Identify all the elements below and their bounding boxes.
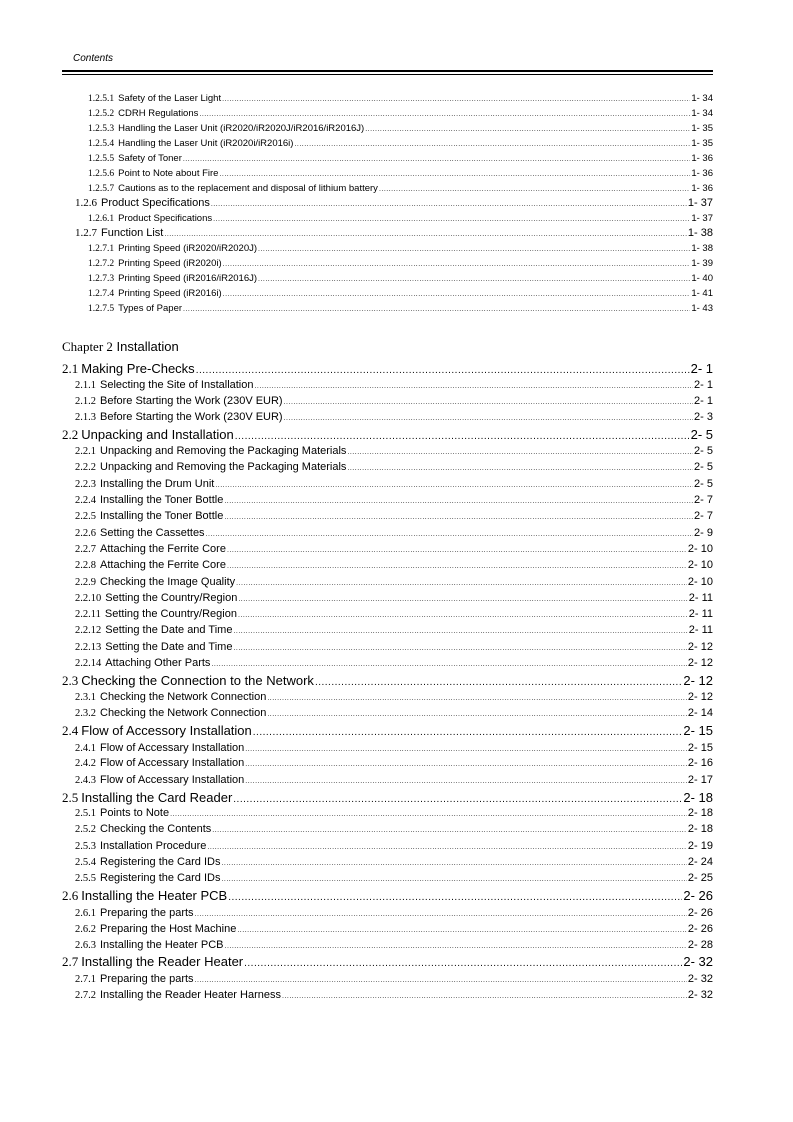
toc-entry-title: Printing Speed (iR2016/iR2016J): [118, 273, 258, 284]
toc-entry-number: 2.6.1: [75, 908, 96, 919]
toc-entry-title: Setting the Country/Region: [104, 608, 237, 620]
toc-entry-number: 2.2.6: [75, 528, 96, 539]
toc-entry-number: 2.3.1: [75, 692, 96, 703]
toc-entry-page: 2- 32: [683, 954, 713, 969]
toc-entry-page: 2- 17: [687, 774, 713, 786]
toc-entry-title: Handling the Laser Unit (iR2020/iR2020J/iR2016/iR2016J): [118, 123, 365, 134]
toc-entry-page: 1- 36: [691, 153, 713, 164]
toc-entry[interactable]: [75, 838, 713, 854]
toc-entry-title: Points to Note: [100, 807, 170, 819]
toc-entry-leader: [211, 657, 687, 673]
toc-entry-title: Flow of Accessary Installation: [100, 774, 245, 786]
toc-entry-title: Installing the Heater PCB: [81, 888, 228, 903]
toc-entry-page: 2- 12: [683, 673, 713, 688]
page-header-title: Contents: [73, 53, 114, 64]
toc-entry-number: 1.2.5.2: [88, 109, 115, 119]
toc-entry-number: 2.2.7: [75, 544, 96, 555]
toc-entry-leader: [365, 122, 690, 137]
toc-entry[interactable]: [88, 211, 713, 226]
toc-entry[interactable]: [88, 136, 713, 151]
toc-entry-title: Registering the Card IDs: [100, 872, 221, 884]
chapter-number: Chapter 2: [62, 339, 113, 354]
toc-entry-page: 2- 11: [688, 624, 713, 636]
toc-entry-leader: [211, 197, 687, 212]
toc-entry-page: 2- 32: [687, 973, 713, 985]
toc-entry[interactable]: [62, 789, 713, 806]
toc-entry-number: 2.5.1: [75, 808, 96, 819]
toc-entry-number: 1.2.5.3: [88, 124, 115, 134]
toc-entry-title: Setting the Country/Region: [105, 592, 238, 604]
toc-entry-title: Installing the Toner Bottle: [100, 494, 224, 506]
toc-entry-title: Unpacking and Removing the Packaging Materials: [100, 461, 347, 473]
toc-entry[interactable]: [75, 508, 713, 524]
toc-entry-leader: [267, 707, 687, 723]
toc-entry-title: Safety of the Laser Light: [118, 93, 222, 104]
toc-entry-number: 1.2.5.4: [88, 139, 115, 149]
toc-entry-title: Product Specifications: [101, 197, 210, 209]
toc-entry-page: 2- 26: [687, 907, 713, 919]
toc-entry[interactable]: [75, 525, 713, 541]
toc-entry-number: 2.2.4: [75, 495, 96, 506]
toc-entry-title: Preparing the parts: [100, 973, 194, 985]
toc-entry-title: Printing Speed (iR2020/iR2020J): [118, 243, 258, 254]
toc-entry[interactable]: [75, 476, 713, 492]
toc-entry[interactable]: [88, 91, 713, 106]
toc-entry-title: Before Starting the Work (230V EUR): [100, 395, 283, 407]
toc-entry-title: Flow of Accessory Installation: [81, 723, 252, 738]
toc-entry-number: 1.2.5.1: [88, 94, 115, 104]
toc-entry-title: Registering the Card IDs: [100, 856, 221, 868]
toc-entry-title: Installing the Heater PCB: [100, 939, 224, 951]
toc-entry-leader: [233, 624, 687, 640]
toc-entry-leader: [199, 107, 690, 122]
toc-entry-number: 1.2.7.1: [88, 244, 115, 254]
toc-entry-number: 2.6.3: [75, 940, 96, 951]
toc-entry-page: 2- 18: [687, 823, 713, 835]
toc-entry-page: 1- 41: [691, 288, 713, 299]
toc-entry-leader: [228, 889, 682, 906]
toc-entry-leader: [245, 757, 687, 773]
toc-entry-page: 2- 26: [687, 923, 713, 935]
toc-entry-title: Setting the Date and Time: [105, 624, 233, 636]
toc-entry-number: 1.2.5.7: [88, 184, 115, 194]
toc-entry-title: Installing the Reader Heater Harness: [100, 989, 281, 1001]
toc-entry-page: 1- 36: [691, 168, 713, 179]
toc-entry-number: 2.5.3: [75, 841, 96, 852]
toc-entry-title: Installing the Reader Heater: [81, 954, 244, 969]
toc-entry-title: Installing the Toner Bottle: [100, 510, 224, 522]
toc-entry-number: 2.2.5: [75, 511, 96, 522]
toc-entry-page: 2- 10: [687, 576, 713, 588]
toc-entry-page: 2- 15: [683, 723, 713, 738]
toc-entry-page: 1- 43: [691, 303, 713, 314]
toc-entry-number: 1.2.7.2: [88, 259, 115, 269]
toc-entry-page: 1- 35: [691, 138, 713, 149]
toc-entry-number: 1.2.7.5: [88, 304, 115, 314]
toc-entry-number: 1.2.6.1: [88, 214, 115, 224]
toc-entry-page: 1- 36: [691, 183, 713, 194]
toc-entry-number: 1.2.5.6: [88, 169, 115, 179]
toc-entry-page: 2- 12: [687, 657, 713, 669]
toc-entry-number: 2.1.3: [75, 412, 96, 423]
toc-entry-page: 2- 5: [690, 427, 713, 442]
toc-entry[interactable]: [88, 151, 713, 166]
toc-entry-page: 2- 16: [687, 757, 713, 769]
toc-entry-leader: [223, 287, 691, 302]
toc-entry-leader: [183, 152, 690, 167]
toc-entry-number: 2.5: [62, 790, 79, 805]
toc-entry-leader: [213, 212, 690, 227]
toc-entry-page: 1- 38: [687, 227, 713, 239]
toc-entry-number: 2.2.13: [75, 642, 102, 653]
toc-entry-title: Product Specifications: [118, 213, 213, 224]
toc-entry-title: Unpacking and Installation: [81, 427, 234, 442]
toc-entry-number: 2.3: [62, 673, 79, 688]
toc-entry-leader: [244, 955, 682, 972]
toc-entry-title: CDRH Regulations: [118, 108, 199, 119]
toc-entry-number: 2.7.2: [75, 990, 96, 1001]
toc-entry-page: 2- 14: [687, 707, 713, 719]
toc-entry[interactable]: [75, 755, 713, 771]
toc-entry[interactable]: [88, 256, 713, 271]
toc-entry[interactable]: [75, 772, 713, 788]
toc-entry-number: 2.2.2: [75, 462, 96, 473]
toc-entry-title: Flow of Accessary Installation: [100, 742, 245, 754]
toc-entry[interactable]: [88, 241, 713, 256]
toc-entry[interactable]: [75, 905, 713, 921]
toc-entry-title: Flow of Accessary Installation: [100, 757, 245, 769]
toc-entry[interactable]: [88, 271, 713, 286]
toc-entry-leader: [284, 411, 693, 427]
toc-entry[interactable]: [75, 541, 713, 557]
toc-entry-leader: [221, 872, 686, 888]
toc-entry-number: 2.4: [62, 723, 79, 738]
toc-entry[interactable]: [75, 459, 713, 475]
toc-entry-page: 2- 32: [687, 989, 713, 1001]
toc-entry[interactable]: [75, 393, 713, 409]
toc-entry[interactable]: [75, 870, 713, 886]
toc-entry-number: 2.5.2: [75, 824, 96, 835]
toc-entry[interactable]: [88, 166, 713, 181]
toc-entry[interactable]: [75, 805, 713, 821]
toc-entry-leader: [245, 774, 687, 790]
toc-entry-title: Setting the Date and Time: [105, 641, 233, 653]
toc-entry[interactable]: [75, 854, 713, 870]
toc-entry-number: 2.2: [62, 427, 79, 442]
toc-entry-leader: [223, 257, 691, 272]
toc-entry-number: 2.1: [62, 361, 79, 376]
toc-entry-leader: [219, 167, 690, 182]
toc-entry[interactable]: [75, 196, 713, 211]
toc-entry-page: 2- 15: [687, 742, 713, 754]
toc-entry-number: 2.6.2: [75, 924, 96, 935]
toc-entry-number: 2.4.2: [75, 758, 96, 769]
toc-entry[interactable]: [75, 987, 713, 1003]
toc-entry[interactable]: [75, 574, 713, 590]
toc-entry-number: 1.2.5.5: [88, 154, 115, 164]
toc-entry-leader: [227, 559, 687, 575]
toc-entry[interactable]: [62, 722, 713, 739]
toc-entry-number: 2.2.3: [75, 479, 96, 490]
toc-entry-title: Making Pre-Checks: [81, 361, 195, 376]
toc-entry-title: Point to Note about Fire: [118, 168, 219, 179]
toc-entry-page: 2- 18: [683, 790, 713, 805]
toc-entry-page: 2- 25: [687, 872, 713, 884]
toc-entry-page: 2- 7: [694, 494, 713, 506]
toc-entry-number: 2.2.10: [75, 593, 102, 604]
toc-entry-leader: [253, 724, 683, 741]
toc-entry-page: 2- 18: [687, 807, 713, 819]
toc-entry-title: Safety of Toner: [118, 153, 182, 164]
toc-entry-title: Handling the Laser Unit (iR2020i/iR2016i): [118, 138, 294, 149]
toc-entry-page: 1- 37: [687, 197, 713, 209]
toc-entry-title: Preparing the parts: [100, 907, 194, 919]
toc-entry-number: 2.4.3: [75, 775, 96, 786]
toc-entry-number: 2.4.1: [75, 743, 96, 754]
toc-entry-title: Before Starting the Work (230V EUR): [100, 411, 283, 423]
toc-entry-title: Installation Procedure: [100, 840, 207, 852]
toc-entry-number: 2.3.2: [75, 708, 96, 719]
toc-entry-number: 2.7: [62, 954, 79, 969]
toc-entry-title: Checking the Network Connection: [100, 707, 267, 719]
toc-entry[interactable]: [75, 689, 713, 705]
toc-entry-number: 2.2.14: [75, 658, 102, 669]
toc-entry[interactable]: [62, 953, 713, 970]
toc-entry[interactable]: [88, 286, 713, 301]
toc-entry-title: Attaching Other Parts: [105, 657, 211, 669]
toc-entry[interactable]: [75, 740, 713, 756]
toc-entry[interactable]: [75, 639, 713, 655]
toc-entry-page: 2- 5: [694, 478, 713, 490]
chapter-title: Installation: [116, 339, 179, 354]
toc-entry-page: 2- 10: [687, 543, 713, 555]
toc-entry-leader: [164, 227, 687, 242]
toc-entry-number: 2.2.9: [75, 577, 96, 588]
toc-entry-page: 2- 11: [688, 592, 713, 604]
toc-entry-page: 2- 9: [694, 527, 713, 539]
toc-entry[interactable]: [88, 181, 713, 196]
toc-entry[interactable]: [75, 557, 713, 573]
toc-entry-leader: [282, 989, 687, 1005]
toc-entry[interactable]: [75, 409, 713, 425]
toc-entry-page: 2- 28: [687, 939, 713, 951]
toc-entry-page: 2- 7: [694, 510, 713, 522]
toc-entry-leader: [222, 92, 690, 107]
toc-entry-page: 1- 37: [691, 213, 713, 224]
toc-entry-title: Function List: [101, 227, 164, 239]
toc-entry-page: 1- 34: [691, 93, 713, 104]
toc-entry[interactable]: [62, 887, 713, 904]
toc-entry-title: Unpacking and Removing the Packaging Materials: [100, 445, 347, 457]
toc-entry-leader: [294, 137, 690, 152]
toc-entry[interactable]: [75, 377, 713, 393]
toc-entry[interactable]: [88, 121, 713, 136]
toc-entry-title: Installing the Drum Unit: [100, 478, 215, 490]
header-rule-thin: [62, 74, 713, 75]
toc-entry-page: 2- 12: [687, 691, 713, 703]
toc-entry[interactable]: [75, 606, 713, 622]
toc-entry-title: Checking the Image Quality: [100, 576, 236, 588]
toc-entry-leader: [224, 510, 693, 526]
toc-entry-page: 2- 12: [687, 641, 713, 653]
toc-entry-title: Types of Paper: [118, 303, 183, 314]
toc-entry-number: 2.2.12: [75, 625, 102, 636]
toc-entry-title: Checking the Connection to the Network: [81, 673, 314, 688]
toc-entry-page: 2- 10: [687, 559, 713, 571]
toc-entry-page: 2- 24: [687, 856, 713, 868]
toc-entry-title: Preparing the Host Machine: [100, 923, 237, 935]
toc-entry[interactable]: [62, 426, 713, 443]
toc-entry-title: Checking the Contents: [100, 823, 212, 835]
toc-entry-number: 1.2.7: [75, 227, 97, 239]
toc-entry[interactable]: [75, 971, 713, 987]
toc-entry-title: Installing the Card Reader: [81, 790, 233, 805]
toc-entry[interactable]: [75, 622, 713, 638]
toc-entry[interactable]: [75, 590, 713, 606]
toc-entry[interactable]: [75, 921, 713, 937]
toc-entry-title: Cautions as to the replacement and disposal of lithium battery: [118, 183, 378, 194]
toc-entry-number: 2.2.11: [75, 609, 101, 620]
toc-entry-page: 2- 11: [688, 608, 713, 620]
toc-entry[interactable]: [62, 672, 713, 689]
toc-entry-leader: [379, 182, 690, 197]
toc-entry[interactable]: [88, 106, 713, 121]
toc-entry-number: 2.6: [62, 888, 79, 903]
toc-entry-title: Checking the Network Connection: [100, 691, 267, 703]
toc-entry[interactable]: [62, 360, 713, 377]
toc-entry-page: 2- 19: [687, 840, 713, 852]
toc-entry-number: 1.2.7.4: [88, 289, 115, 299]
toc-entry-number: 2.5.5: [75, 873, 96, 884]
toc-entry-title: Printing Speed (iR2020i): [118, 258, 222, 269]
toc-entry[interactable]: [75, 492, 713, 508]
toc-entry-leader: [212, 823, 687, 839]
toc-entry[interactable]: [75, 821, 713, 837]
toc-entry-page: 2- 1: [694, 395, 713, 407]
toc-entry-number: 1.2.6: [75, 197, 97, 209]
toc-entry-page: 2- 26: [683, 888, 713, 903]
toc-entry-number: 2.2.1: [75, 446, 96, 457]
toc-entry-number: 2.2.8: [75, 560, 96, 571]
toc-entry-title: Attaching the Ferrite Core: [100, 559, 226, 571]
toc-entry-page: 1- 34: [691, 108, 713, 119]
toc-entry-page: 2- 1: [690, 361, 713, 376]
toc-entry-page: 1- 40: [691, 273, 713, 284]
toc-entry-leader: [258, 242, 690, 257]
toc-entry-page: 2- 5: [694, 461, 713, 473]
toc-entry[interactable]: [75, 226, 713, 241]
toc-entry[interactable]: [75, 705, 713, 721]
toc-entry-number: 2.5.4: [75, 857, 96, 868]
toc-entry-page: 2- 1: [694, 379, 713, 391]
chapter-heading: [62, 339, 179, 355]
toc-entry-leader: [347, 461, 693, 477]
toc-entry-number: 2.1.2: [75, 396, 96, 407]
toc-entry-page: 1- 38: [691, 243, 713, 254]
toc-entry-page: 2- 5: [694, 445, 713, 457]
toc-entry-number: 1.2.7.3: [88, 274, 115, 284]
toc-entry-title: Setting the Cassettes: [100, 527, 205, 539]
toc-entry[interactable]: [88, 301, 713, 316]
toc-entry[interactable]: [75, 937, 713, 953]
toc-entry-page: 2- 3: [694, 411, 713, 423]
toc-entry-page: 1- 35: [691, 123, 713, 134]
toc-entry-number: 2.1.1: [75, 380, 96, 391]
toc-entry-number: 2.7.1: [75, 974, 96, 985]
toc-entry-page: 1- 39: [691, 258, 713, 269]
toc-entry-title: Printing Speed (iR2016i): [118, 288, 222, 299]
toc-entry-title: Attaching the Ferrite Core: [100, 543, 226, 555]
toc-entry-leader: [258, 272, 690, 287]
header-rule-thick: [62, 70, 713, 72]
toc-entry[interactable]: [75, 443, 713, 459]
toc-entry-title: Selecting the Site of Installation: [100, 379, 254, 391]
toc-entry[interactable]: [75, 655, 713, 671]
toc-entry-leader: [183, 302, 690, 317]
